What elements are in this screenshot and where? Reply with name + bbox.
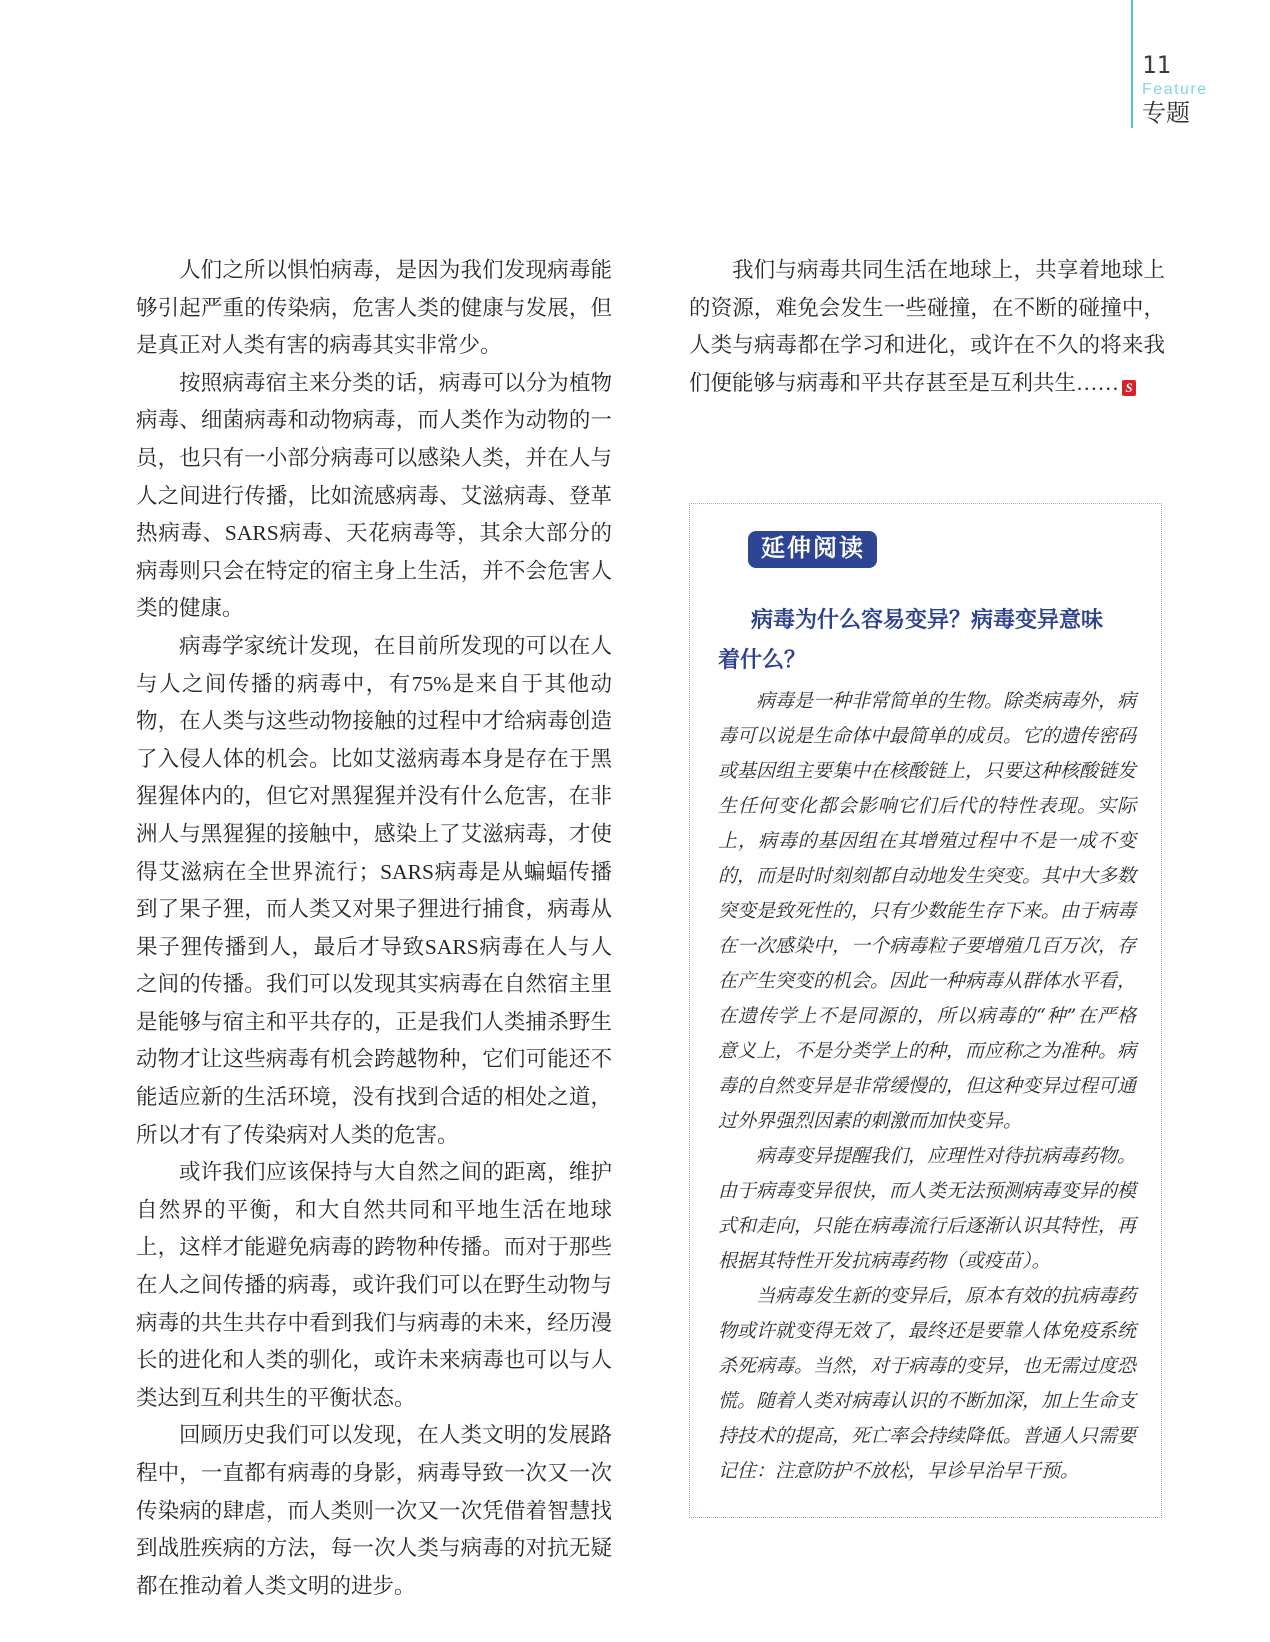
article-paragraph: 病毒学家统计发现，在目前所发现的可以在人与人之间传播的病毒中，有75%是来自于其他动物，在人类与这些动物接触的过程中才给病毒创造了入侵人体的机会。比如艾滋病毒本身是存在于黑猩猩体内的，但它对黑猩猩并没有什么危害，在非洲人与黑猩猩的接触中，感染上了艾滋病毒，才使得艾滋病在全世界流行；SARS病毒是从蝙蝠传播到了果子狸，而人类又对果子狸进行捕食，病毒从果子狸传播到人，最后才导致SARS病毒在人与人之间的传播。我们可以发现其实病毒在自然宿主里是能够与宿主和平共存的，正是我们人类捕杀野生动物才让这些病毒有机会跨越物种，它们可能还不能适应新的生活环境，没有找到合适的相处之道，所以才有了传染病对人类的危害。: [136, 633, 612, 1147]
article-paragraph: 回顾历史我们可以发现，在人类文明的发展路程中，一直都有病毒的身影，病毒导致一次又一次传染病的肆虐，而人类则一次又一次凭借着智慧找到战胜疾病的方法，每一次人类与病毒的对抗无疑都在推动着人类文明的进步。: [136, 1423, 612, 1598]
extended-reading-box: [689, 503, 1162, 1518]
left-column: [136, 252, 612, 1605]
article-paragraph: 或许我们应该保持与大自然之间的距离，维护自然界的平衡，和大自然共同和平地生活在地球上，这样才能避免病毒的跨物种传播。而对于那些在人之间传播的病毒，或许我们可以在野生动物与病毒的共生共存中看到我们与病毒的未来，经历漫长的进化和人类的驯化，或许未来病毒也可以与人类达到互利共生的平衡状态。: [136, 1160, 612, 1410]
article-paragraph-text: 我们与病毒共同生活在地球上，共享着地球上的资源，难免会发生一些碰撞，在不断的碰撞中，人类与病毒都在学习和进化，或许在不久的将来我们便能够与病毒和平共存甚至是互利共生……: [689, 258, 1165, 395]
extended-reading-body: [718, 684, 1136, 1489]
extended-reading-title: 病毒为什么容易变异？病毒变异意味着什么？: [718, 607, 1104, 672]
reading-paragraph: 当病毒发生新的变异后，原本有效的抗病毒药物或许就变得无效了，最终还是要靠人体免疫系统杀死病毒。当然，对于病毒的变异，也无需过度恐慌。随着人类对病毒认识的不断加深，加上生命支持技术的提高，死亡率会持续降低。普通人只需要记住：注意防护不放松，早诊早治早干预。: [718, 1285, 1137, 1482]
reading-paragraph: 病毒变异提醒我们，应理性对待抗病毒药物。由于病毒变异很快，而人类无法预测病毒变异的模式和走向，只能在病毒流行后逐渐认识其特性，再根据其特性开发抗病毒药物（或疫苗）。: [718, 1145, 1137, 1272]
article-paragraph: 按照病毒宿主来分类的话，病毒可以分为植物病毒、细菌病毒和动物病毒，而人类作为动物的一员，也只有一小部分病毒可以感染人类，并在人与人之间进行传播，比如流感病毒、艾滋病毒、登革热病毒、SARS病毒、天花病毒等，其余大部分的病毒则只会在特定的宿主身上生活，并不会危害人类的健康。: [136, 370, 612, 621]
section-label-en: Feature: [1142, 81, 1208, 98]
header-accent-line: [1131, 0, 1133, 128]
article-end-mark-icon: S: [1122, 380, 1136, 396]
article-paragraph: 人们之所以惧怕病毒，是因为我们发现病毒能够引起严重的传染病，危害人类的健康与发展，但是真正对人类有害的病毒其实非常少。: [136, 258, 612, 358]
reading-paragraph: 病毒是一种非常简单的生物。除类病毒外，病毒可以说是生命体中最简单的成员。它的遗传密码或基因组主要集中在核酸链上，只要这种核酸链发生任何变化都会影响它们后代的特性表现。实际上，病毒的基因组在其增殖过程中不是一成不变的，而是时时刻刻都自动地发生突变。其中大多数突变是致死性的，只有少数能生存下来。由于病毒在一次感染中，一个病毒粒子要增殖几百万次，存在产生突变的机会。因此一种病毒从群体水平看，在遗传学上不是同源的，所以病毒的“种”在严格意义上，不是分类学上的种，而应称之为准种。病毒的自然变异是非常缓慢的，但这种变异过程可通过外界强烈因素的刺激而加快变异。: [718, 690, 1137, 1132]
page-number: 11: [1142, 51, 1171, 79]
article-closing-paragraph: [689, 252, 1165, 402]
extended-reading-badge: 延伸阅读: [748, 531, 877, 568]
section-label-zh: 专题: [1142, 100, 1190, 127]
right-column: [689, 252, 1165, 402]
